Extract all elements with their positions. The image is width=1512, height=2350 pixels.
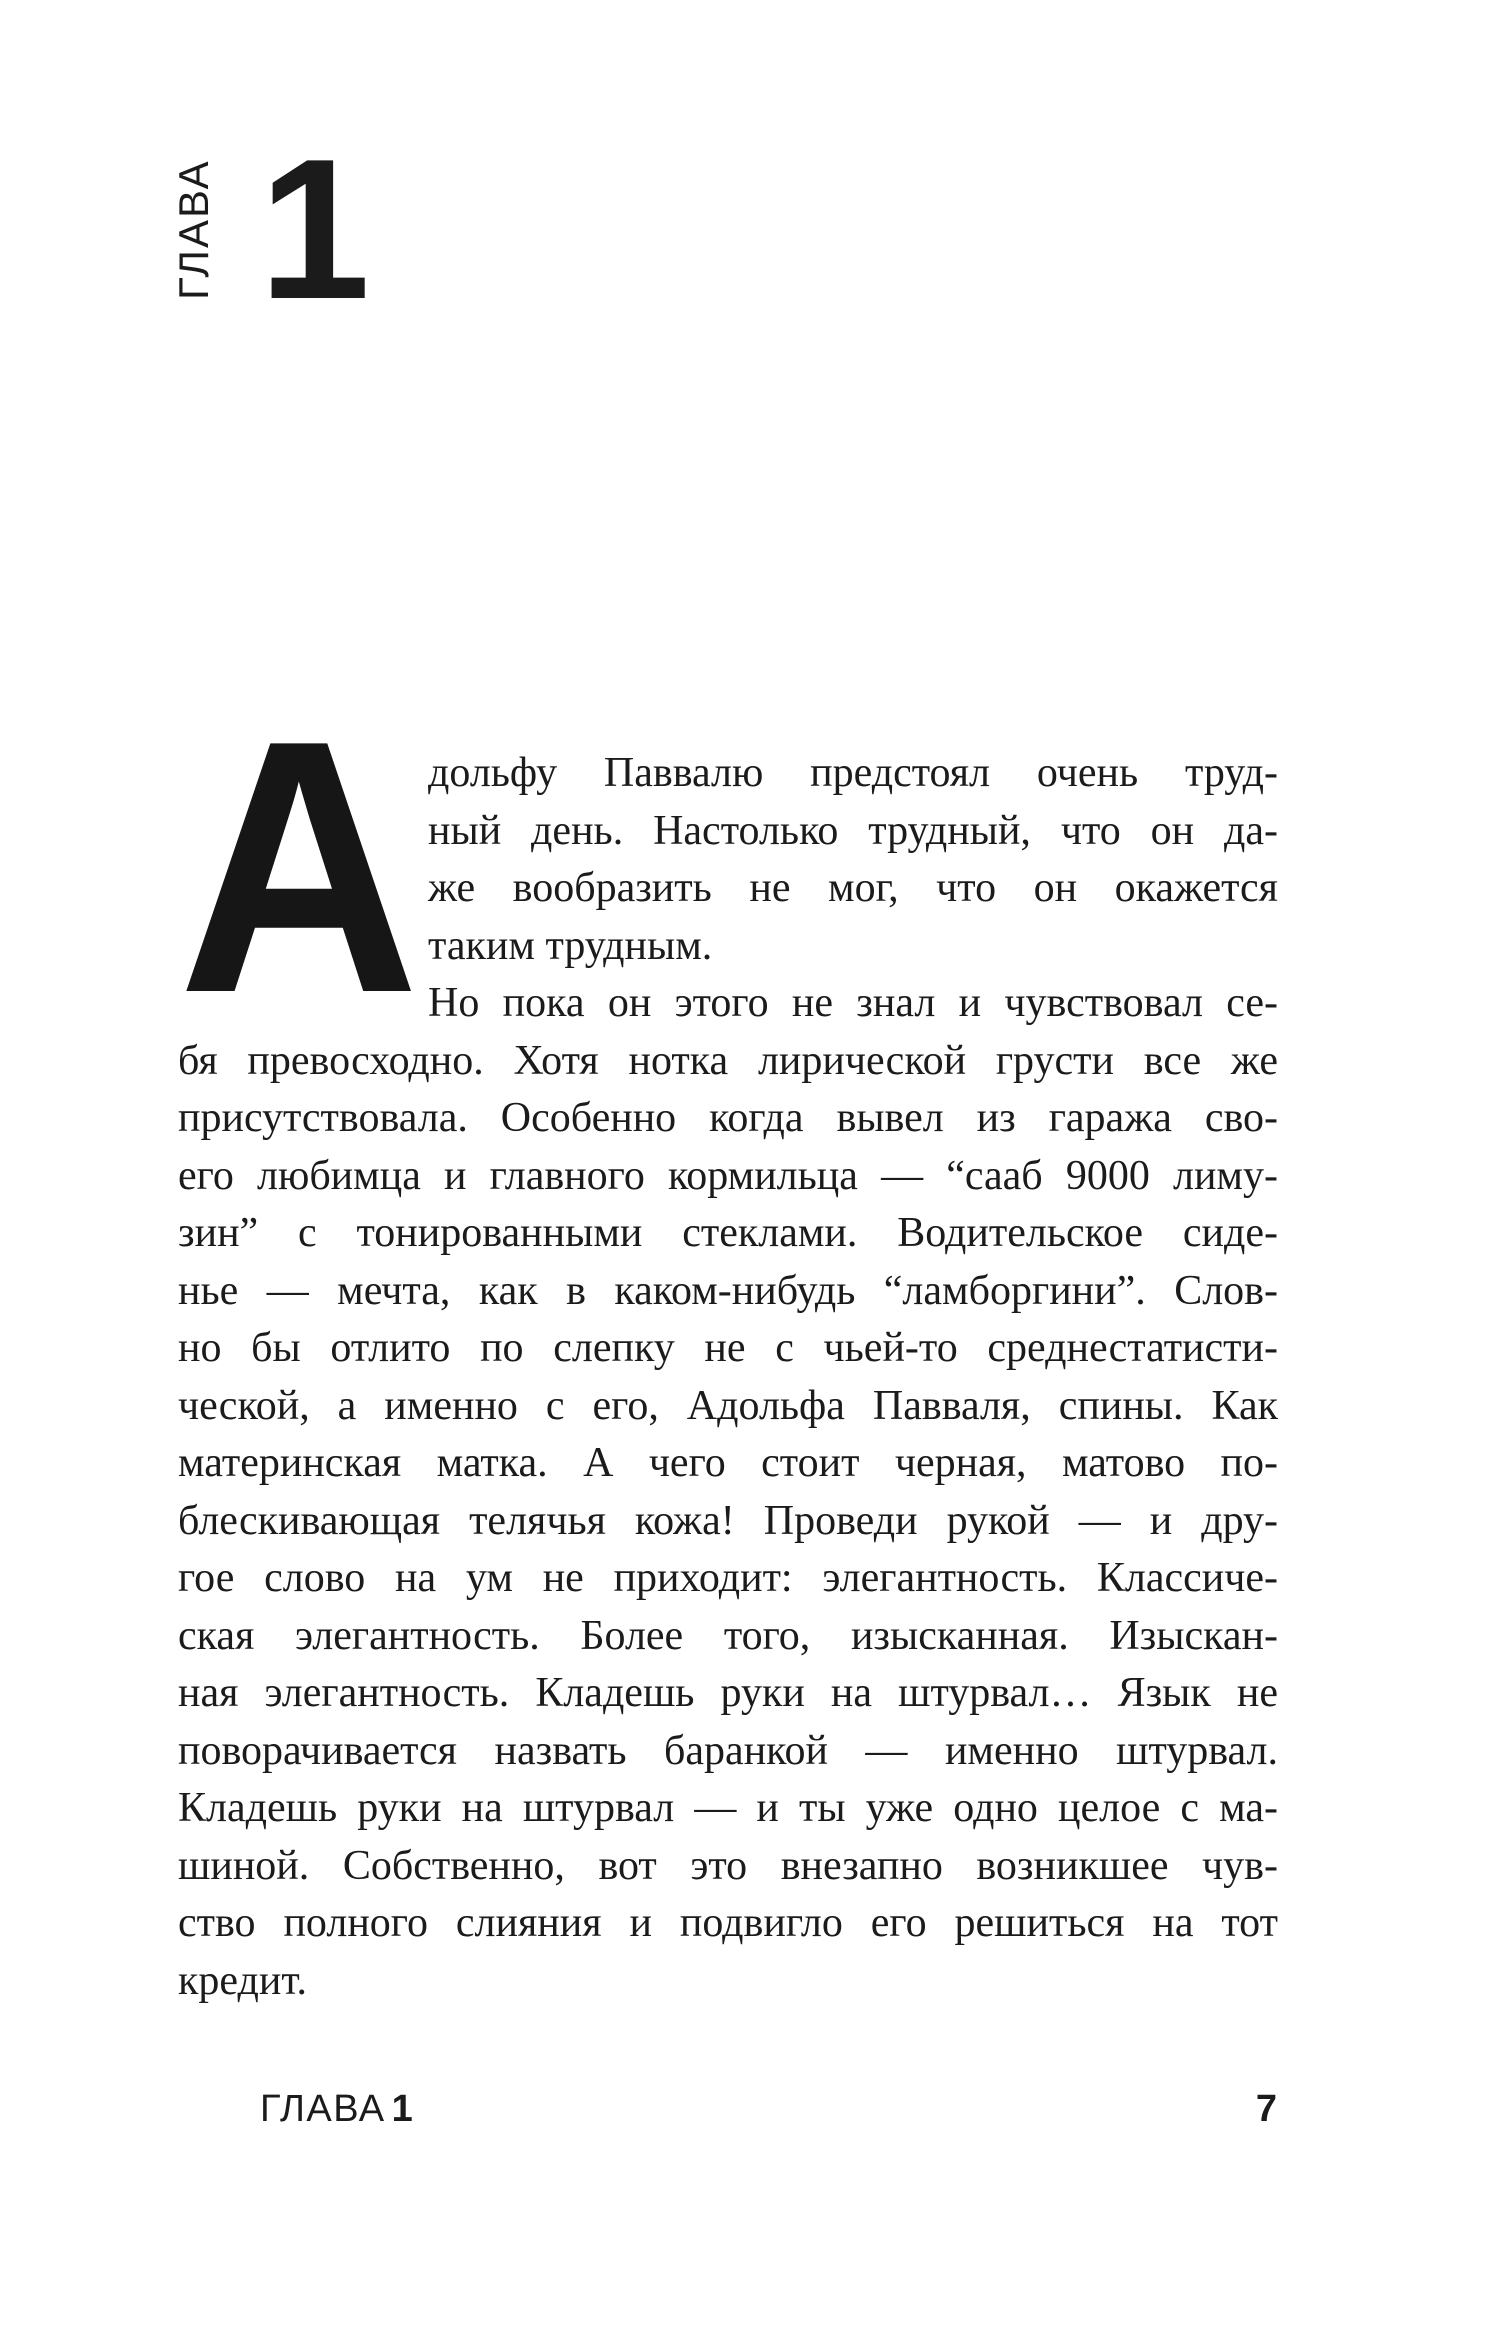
text-line: присутствовала. Особенно когда вывел из гаража сво- [178, 1095, 1278, 1141]
text-line: нье — мечта, как в каком-нибудь “ламборгини”. Слов- [178, 1267, 1278, 1314]
text-line: материнская матка. А чего стоит черная, матово по- [178, 1440, 1278, 1486]
text-line: таким трудным. [428, 922, 713, 969]
text-line: ская элегантность. Более того, изысканная. Изыскан- [178, 1612, 1278, 1659]
text-line: ческой, а именно с его, Адольфа Павваля, спины. Как [178, 1382, 1278, 1429]
text-line: бя превосходно. Хотя нотка лирической грусти все же [178, 1037, 1278, 1084]
page-number: 7 [1255, 2088, 1277, 2130]
text-line: но бы отлито по слепку не с чьей-то среднестатисти- [178, 1325, 1278, 1371]
text-line: гое слово на ум не приходит: элегантность. Классиче- [178, 1555, 1278, 1601]
text-line: кредит. [178, 1957, 308, 2004]
text-line: шиной. Собственно, вот это внезапно возникшее чув- [178, 1842, 1278, 1889]
drop-cap-letter: А [178, 666, 420, 1068]
chapter-header-number: 1 [259, 118, 371, 341]
text-line: ный день. Настолько трудный, что он да- [428, 807, 1278, 854]
running-footer [260, 2090, 414, 2128]
chapter-header-vertical-label: ГЛАВА [170, 159, 217, 300]
text-line: зин” с тонированными стеклами. Водительское сиде- [178, 1210, 1278, 1256]
text-line: дольфу Паввалю предстоял очень труд- [428, 750, 1278, 796]
text-line: его любимца и главного кормильца — “сааб 9000 лиму- [178, 1152, 1278, 1199]
footer-chapter-word: ГЛАВА [260, 2088, 386, 2130]
text-line: ство полного слияния и подвигло его решиться на тот [178, 1900, 1278, 1946]
text-line: Но пока он этого не знал и чувствовал се- [428, 980, 1278, 1026]
body-text [178, 666, 1278, 2010]
text-line: же вообразить не мог, что он окажется [428, 865, 1278, 911]
text-line: Кладешь руки на штурвал — и ты уже одно целое с ма- [178, 1785, 1278, 1831]
text-line: блескивающая телячья кожа! Проведи рукой — и дру- [178, 1497, 1278, 1544]
text-line: ная элегантность. Кладешь руки на штурвал… Язык не [178, 1670, 1278, 1716]
footer-chapter-number: 1 [391, 2088, 415, 2130]
text-line: поворачивается назвать баранкой — именно штурвал. [178, 1727, 1278, 1774]
